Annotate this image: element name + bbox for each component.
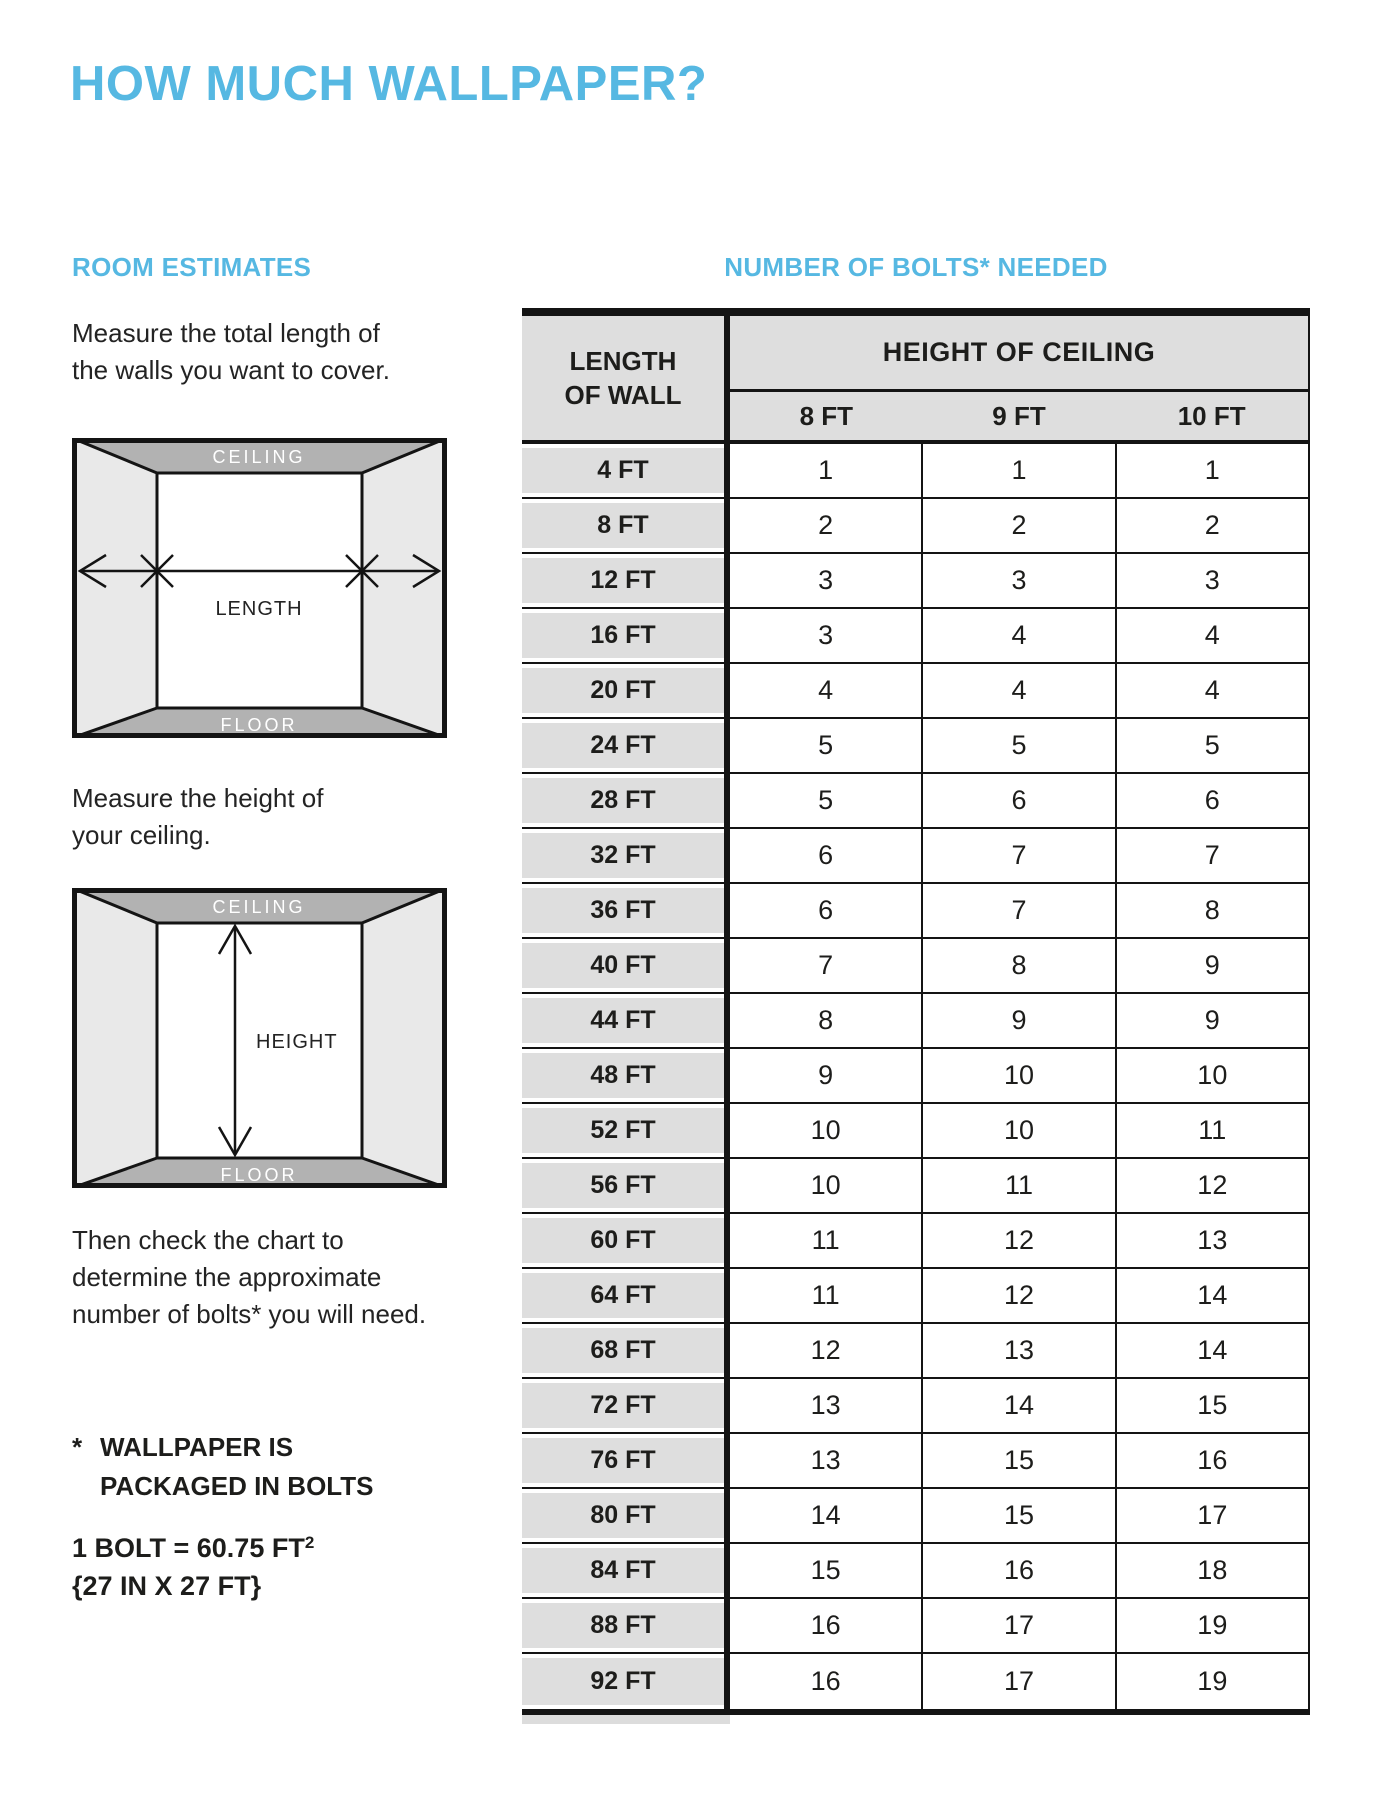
bolt-count-cell: 12 bbox=[730, 1324, 923, 1377]
column-header-9ft: 9 FT bbox=[992, 400, 1046, 431]
bolt-count-cell: 14 bbox=[1117, 1324, 1310, 1377]
bolt-count-cell: 8 bbox=[730, 994, 923, 1047]
right-wall bbox=[362, 888, 447, 1188]
ceiling-height-subheaders bbox=[730, 392, 1308, 440]
bolt-count-cell: 10 bbox=[1117, 1049, 1310, 1102]
table-row bbox=[522, 554, 1310, 609]
instruction-line: your ceiling. bbox=[72, 820, 211, 850]
bolt-count-cell: 17 bbox=[1117, 1489, 1310, 1542]
bolt-count-cell: 8 bbox=[923, 939, 1116, 992]
wall-length-cell: 92 FT bbox=[522, 1658, 724, 1705]
table-row bbox=[522, 994, 1310, 1049]
ceiling-label: CEILING bbox=[212, 447, 306, 467]
bolt-count-cell: 15 bbox=[1117, 1379, 1310, 1432]
bolt-count-cell: 9 bbox=[730, 1049, 923, 1102]
bolt-count-cell: 7 bbox=[923, 829, 1116, 882]
instruction-measure-length bbox=[72, 315, 390, 389]
bolt-count-cell: 12 bbox=[923, 1269, 1116, 1322]
table-row bbox=[522, 884, 1310, 939]
bolts-needed-heading: NUMBER OF BOLTS* NEEDED bbox=[724, 252, 1108, 282]
length-label: LENGTH bbox=[215, 598, 303, 620]
table-row bbox=[522, 1159, 1310, 1214]
bolt-count-cell: 16 bbox=[730, 1654, 923, 1709]
bolt-count-cell: 19 bbox=[1117, 1654, 1310, 1709]
room-estimates-heading: ROOM ESTIMATES bbox=[72, 252, 312, 282]
bolt-count-cell: 3 bbox=[923, 554, 1116, 607]
bolt-count-cell: 6 bbox=[730, 884, 923, 937]
table-footer-shadow bbox=[522, 1715, 730, 1724]
instruction-line: number of bolts* you will need. bbox=[72, 1299, 427, 1329]
wall-length-cell: 80 FT bbox=[522, 1493, 724, 1538]
table-row bbox=[522, 774, 1310, 829]
bolt-count-cell: 11 bbox=[730, 1214, 923, 1267]
bolt-size-line: 1 BOLT = 60.75 $FT^2$ bbox=[72, 1533, 315, 1563]
bolt-count-cell: 4 bbox=[923, 664, 1116, 717]
wall-length-cell: 36 FT bbox=[522, 888, 724, 933]
wall-length-cell: 28 FT bbox=[522, 778, 724, 823]
bolt-count-cell: 1 bbox=[923, 444, 1116, 497]
table-row bbox=[522, 939, 1310, 994]
table-row bbox=[522, 1324, 1310, 1379]
wall-length-cell: 16 FT bbox=[522, 613, 724, 658]
table-row bbox=[522, 1434, 1310, 1489]
back-wall bbox=[157, 473, 362, 708]
table-row bbox=[522, 664, 1310, 719]
bolt-count-cell: 8 bbox=[1117, 884, 1310, 937]
wall-length-cell: 32 FT bbox=[522, 833, 724, 878]
ceiling-height-header-group bbox=[730, 316, 1310, 440]
table-row bbox=[522, 719, 1310, 774]
room-length-diagram bbox=[72, 438, 447, 738]
table-row bbox=[522, 1269, 1310, 1324]
height-label: HEIGHT bbox=[256, 1031, 338, 1053]
table-row bbox=[522, 609, 1310, 664]
instruction-check-chart bbox=[72, 1222, 426, 1333]
ceiling-label: CEILING bbox=[212, 897, 306, 917]
wall-length-cell: 52 FT bbox=[522, 1108, 724, 1153]
table-row bbox=[522, 1599, 1310, 1654]
bolt-count-cell: 3 bbox=[730, 554, 923, 607]
bolt-count-cell: 4 bbox=[1117, 609, 1310, 662]
bolt-count-cell: 4 bbox=[730, 664, 923, 717]
bolt-count-cell: 12 bbox=[1117, 1159, 1310, 1212]
bolt-count-cell: 7 bbox=[923, 884, 1116, 937]
bolt-count-cell: 5 bbox=[730, 719, 923, 772]
instruction-line: Measure the total length of bbox=[72, 318, 380, 348]
footnote-line: * WALLPAPER IS bbox=[72, 1428, 373, 1467]
left-wall bbox=[72, 438, 157, 738]
bolt-count-cell: 14 bbox=[730, 1489, 923, 1542]
height-of-ceiling-header: HEIGHT OF CEILING bbox=[730, 316, 1308, 392]
bolt-count-cell: 3 bbox=[730, 609, 923, 662]
column-header-10ft: 10 FT bbox=[1177, 400, 1246, 431]
wall-length-cell: 68 FT bbox=[522, 1328, 724, 1373]
bolt-count-cell: 19 bbox=[1117, 1599, 1310, 1652]
bolt-count-cell: 16 bbox=[923, 1544, 1116, 1597]
wall-length-cell: 64 FT bbox=[522, 1273, 724, 1318]
instruction-measure-height bbox=[72, 780, 324, 854]
wall-length-cell: 20 FT bbox=[522, 668, 724, 713]
bolt-count-cell: 13 bbox=[923, 1324, 1116, 1377]
bolt-count-cell: 15 bbox=[730, 1544, 923, 1597]
bolt-size-note bbox=[72, 1524, 314, 1605]
table-header bbox=[522, 316, 1310, 444]
right-wall bbox=[362, 438, 447, 738]
bolt-count-cell: 17 bbox=[923, 1599, 1116, 1652]
bolt-count-cell: 12 bbox=[923, 1214, 1116, 1267]
table-row bbox=[522, 1544, 1310, 1599]
floor-label: FLOOR bbox=[220, 715, 298, 735]
bolt-count-cell: 14 bbox=[1117, 1269, 1310, 1322]
wall-length-cell: 24 FT bbox=[522, 723, 724, 768]
wall-length-cell: 48 FT bbox=[522, 1053, 724, 1098]
bolt-count-cell: 10 bbox=[730, 1104, 923, 1157]
wall-length-cell: 56 FT bbox=[522, 1163, 724, 1208]
floor-label: FLOOR bbox=[220, 1165, 298, 1185]
bolt-count-cell: 4 bbox=[923, 609, 1116, 662]
bolt-count-cell: 13 bbox=[1117, 1214, 1310, 1267]
bolt-count-cell: 15 bbox=[923, 1434, 1116, 1487]
bolt-count-cell: 16 bbox=[730, 1599, 923, 1652]
length-of-wall-header: LENGTH OF WALL bbox=[522, 316, 730, 440]
wall-length-cell: 76 FT bbox=[522, 1438, 724, 1483]
table-row bbox=[522, 1104, 1310, 1159]
superscript-2: 2 bbox=[304, 1533, 315, 1552]
bolt-count-cell: 17 bbox=[923, 1654, 1116, 1709]
instruction-line: the walls you want to cover. bbox=[72, 355, 390, 385]
asterisk: * bbox=[72, 1432, 83, 1462]
bolts-table bbox=[522, 308, 1310, 1715]
bolt-count-cell: 6 bbox=[1117, 774, 1310, 827]
wallpaper-footnote bbox=[72, 1428, 373, 1506]
bolt-count-cell: 14 bbox=[923, 1379, 1116, 1432]
wall-length-cell: 12 FT bbox=[522, 558, 724, 603]
wall-length-cell: 72 FT bbox=[522, 1383, 724, 1428]
column-header-8ft: 8 FT bbox=[799, 400, 854, 431]
bolt-count-cell: 9 bbox=[923, 994, 1116, 1047]
table-row bbox=[522, 499, 1310, 554]
table-row bbox=[522, 829, 1310, 884]
bolt-count-cell: 5 bbox=[1117, 719, 1310, 772]
bolt-count-cell: 15 bbox=[923, 1489, 1116, 1542]
bolt-count-cell: 6 bbox=[923, 774, 1116, 827]
wall-length-cell: 8 FT bbox=[522, 503, 724, 548]
bolt-count-cell: 3 bbox=[1117, 554, 1310, 607]
bolt-count-cell: 10 bbox=[730, 1159, 923, 1212]
bolt-size-line: {27 IN X 27 FT} bbox=[72, 1571, 262, 1601]
table-row bbox=[522, 1654, 1310, 1709]
wall-length-cell: 60 FT bbox=[522, 1218, 724, 1263]
bolt-count-cell: 10 bbox=[923, 1049, 1116, 1102]
bolt-count-cell: 10 bbox=[923, 1104, 1116, 1157]
bolt-count-cell: 13 bbox=[730, 1379, 923, 1432]
table-row bbox=[522, 1214, 1310, 1269]
bolt-count-cell: 2 bbox=[923, 499, 1116, 552]
instruction-line: Then check the chart to bbox=[72, 1225, 344, 1255]
bolt-count-cell: 1 bbox=[1117, 444, 1310, 497]
table-row bbox=[522, 1379, 1310, 1434]
bolt-count-cell: 13 bbox=[730, 1434, 923, 1487]
page-title: HOW MUCH WALLPAPER? bbox=[70, 57, 708, 111]
bolt-count-cell: 9 bbox=[1117, 939, 1310, 992]
bolt-count-cell: 5 bbox=[730, 774, 923, 827]
bolt-count-cell: 16 bbox=[1117, 1434, 1310, 1487]
bolt-count-cell: 6 bbox=[730, 829, 923, 882]
bolt-count-cell: 2 bbox=[1117, 499, 1310, 552]
wall-length-cell: 40 FT bbox=[522, 943, 724, 988]
left-wall bbox=[72, 888, 157, 1188]
bolt-count-cell: 7 bbox=[1117, 829, 1310, 882]
table-row bbox=[522, 1049, 1310, 1104]
instruction-line: Measure the height of bbox=[72, 783, 324, 813]
wall-length-cell: 4 FT bbox=[522, 448, 724, 493]
wall-length-cell: 88 FT bbox=[522, 1603, 724, 1648]
table-body bbox=[522, 444, 1310, 1709]
bolt-count-cell: 11 bbox=[730, 1269, 923, 1322]
bolt-count-cell: 11 bbox=[923, 1159, 1116, 1212]
bolt-count-cell: 18 bbox=[1117, 1544, 1310, 1597]
table-row bbox=[522, 444, 1310, 499]
wall-length-cell: 84 FT bbox=[522, 1548, 724, 1593]
footnote-line: PACKAGED IN BOLTS bbox=[100, 1471, 374, 1501]
instruction-line: determine the approximate bbox=[72, 1262, 382, 1292]
bolt-count-cell: 1 bbox=[730, 444, 923, 497]
bolt-count-cell: 9 bbox=[1117, 994, 1310, 1047]
bolt-count-cell: 2 bbox=[730, 499, 923, 552]
bolt-count-cell: 5 bbox=[923, 719, 1116, 772]
bolt-count-cell: 4 bbox=[1117, 664, 1310, 717]
table-row bbox=[522, 1489, 1310, 1544]
bolt-count-cell: 11 bbox=[1117, 1104, 1310, 1157]
bolt-count-cell: 7 bbox=[730, 939, 923, 992]
room-height-diagram bbox=[72, 888, 447, 1188]
wall-length-cell: 44 FT bbox=[522, 998, 724, 1043]
